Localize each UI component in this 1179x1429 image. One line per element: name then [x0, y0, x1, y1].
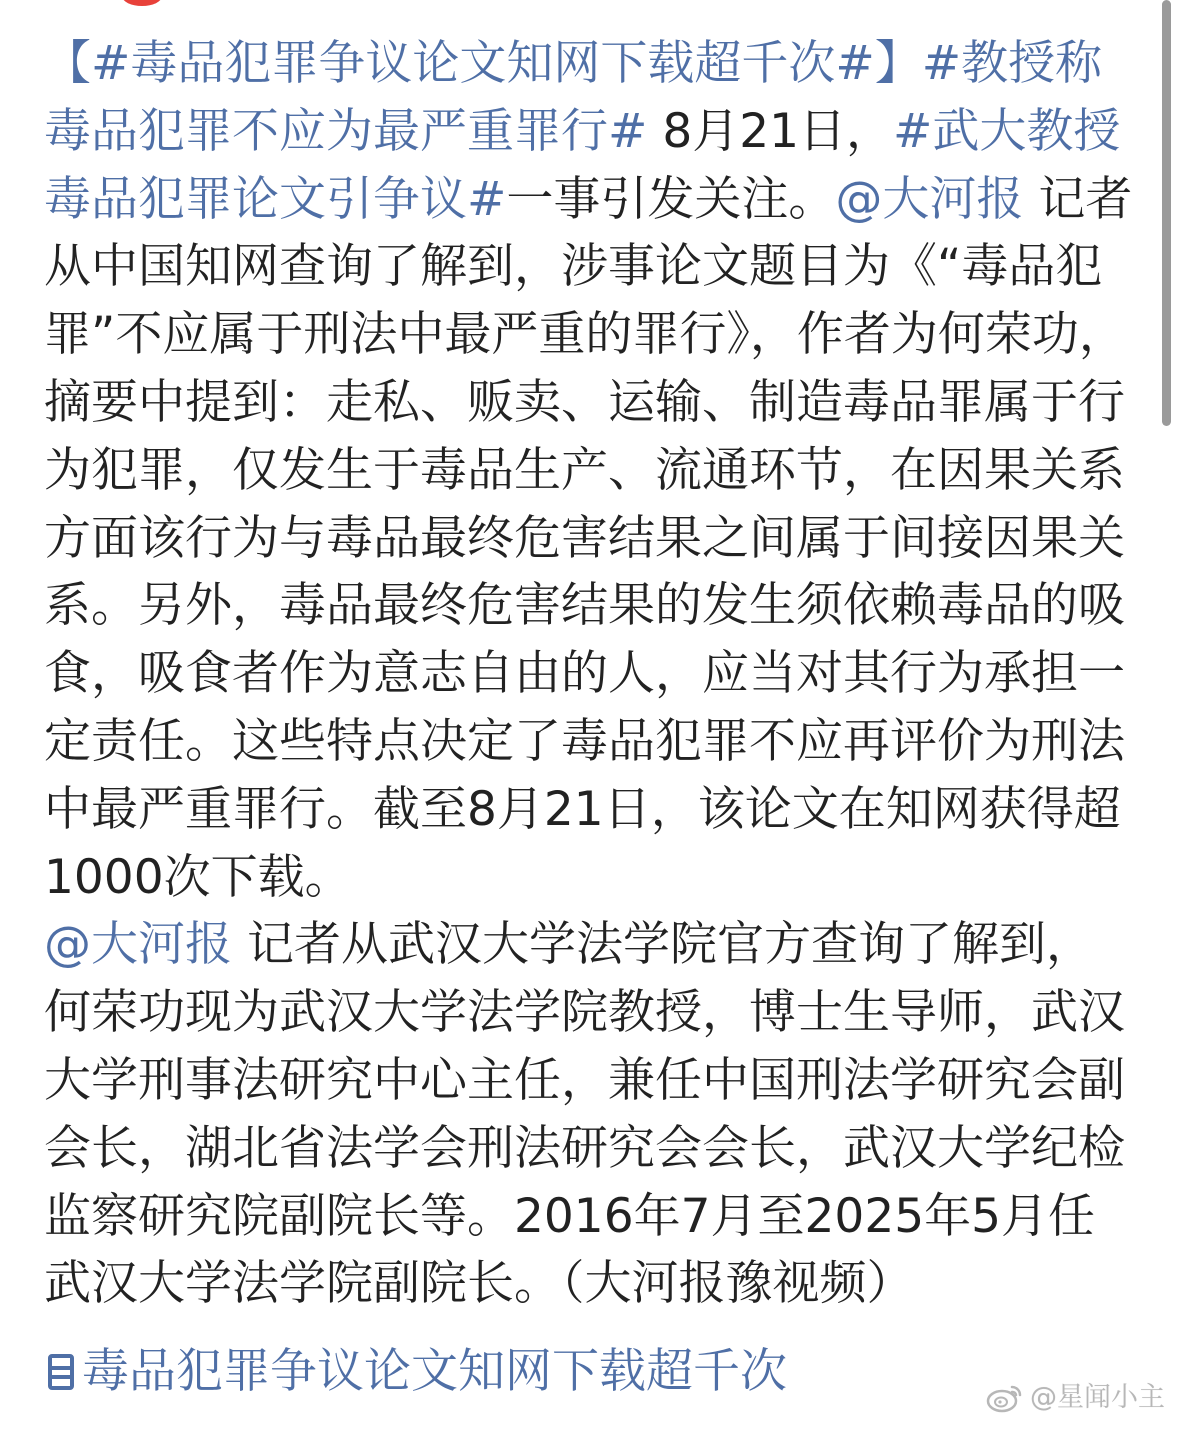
- post-paragraph-2: [44, 911, 1136, 1318]
- scrollbar[interactable]: [1162, 0, 1171, 426]
- topic-card-icon: [48, 1354, 74, 1390]
- top-red-dot: [122, 0, 162, 6]
- weibo-logo-icon: [986, 1383, 1024, 1413]
- post-text-date: 8月21日，: [647, 103, 894, 159]
- mention-link-2[interactable]: @大河报: [44, 917, 232, 973]
- topic-card-link[interactable]: [44, 1338, 787, 1406]
- post-text-body-1: 记者从中国知网查询了解到，涉事论文题目为《“毒品犯罪”不应属于刑法中最严重的罪行》，作者为何荣功，摘要中提到：走私、贩卖、运输、制造毒品罪属于行为犯罪，仅发生于毒品生产、流通环节，在因果关系方面该行为与毒品最终危害结果之间属于间接因果关系。另外，毒品最终危害结果的发生须依赖毒品的吸食，吸食者作为意志自由的人，应当对其行为承担一定责任。这些特点决定了毒品犯罪不应再评价为刑法中最严重罪行。截至8月21日，该论文在知网获得超1000次下载。: [44, 171, 1133, 905]
- post-body: [44, 30, 1136, 1318]
- topic-card-label: 毒品犯罪争议论文知网下载超千次: [82, 1344, 787, 1399]
- post-paragraph-1: [44, 30, 1136, 911]
- post-text-body-2: 记者从武汉大学法学院官方查询了解到，何荣功现为武汉大学法学院教授，博士生导师，武汉大学刑事法研究中心主任，兼任中国刑法学研究会副会长，湖北省法学会刑法研究会会长，武汉大学纪检监察研究院副院长等。2016年7月至2025年5月任武汉大学法学院副院长。（大河报豫视频）: [44, 917, 1125, 1312]
- hashtag-link-1[interactable]: 【#毒品犯罪争议论文知网下载超千次#】: [44, 36, 922, 91]
- hashtag-link-2[interactable]: #教授称毒品犯罪不应为最严重罪行#: [44, 36, 1103, 159]
- watermark-text: @星闻小主: [1030, 1382, 1165, 1413]
- watermark: [986, 1378, 1165, 1418]
- hashtag-link-3[interactable]: #武大教授毒品犯罪论文引争议#: [44, 103, 1121, 227]
- mention-link-1[interactable]: @大河报: [835, 171, 1024, 227]
- post-text-attention: 一事引发关注。: [506, 171, 836, 227]
